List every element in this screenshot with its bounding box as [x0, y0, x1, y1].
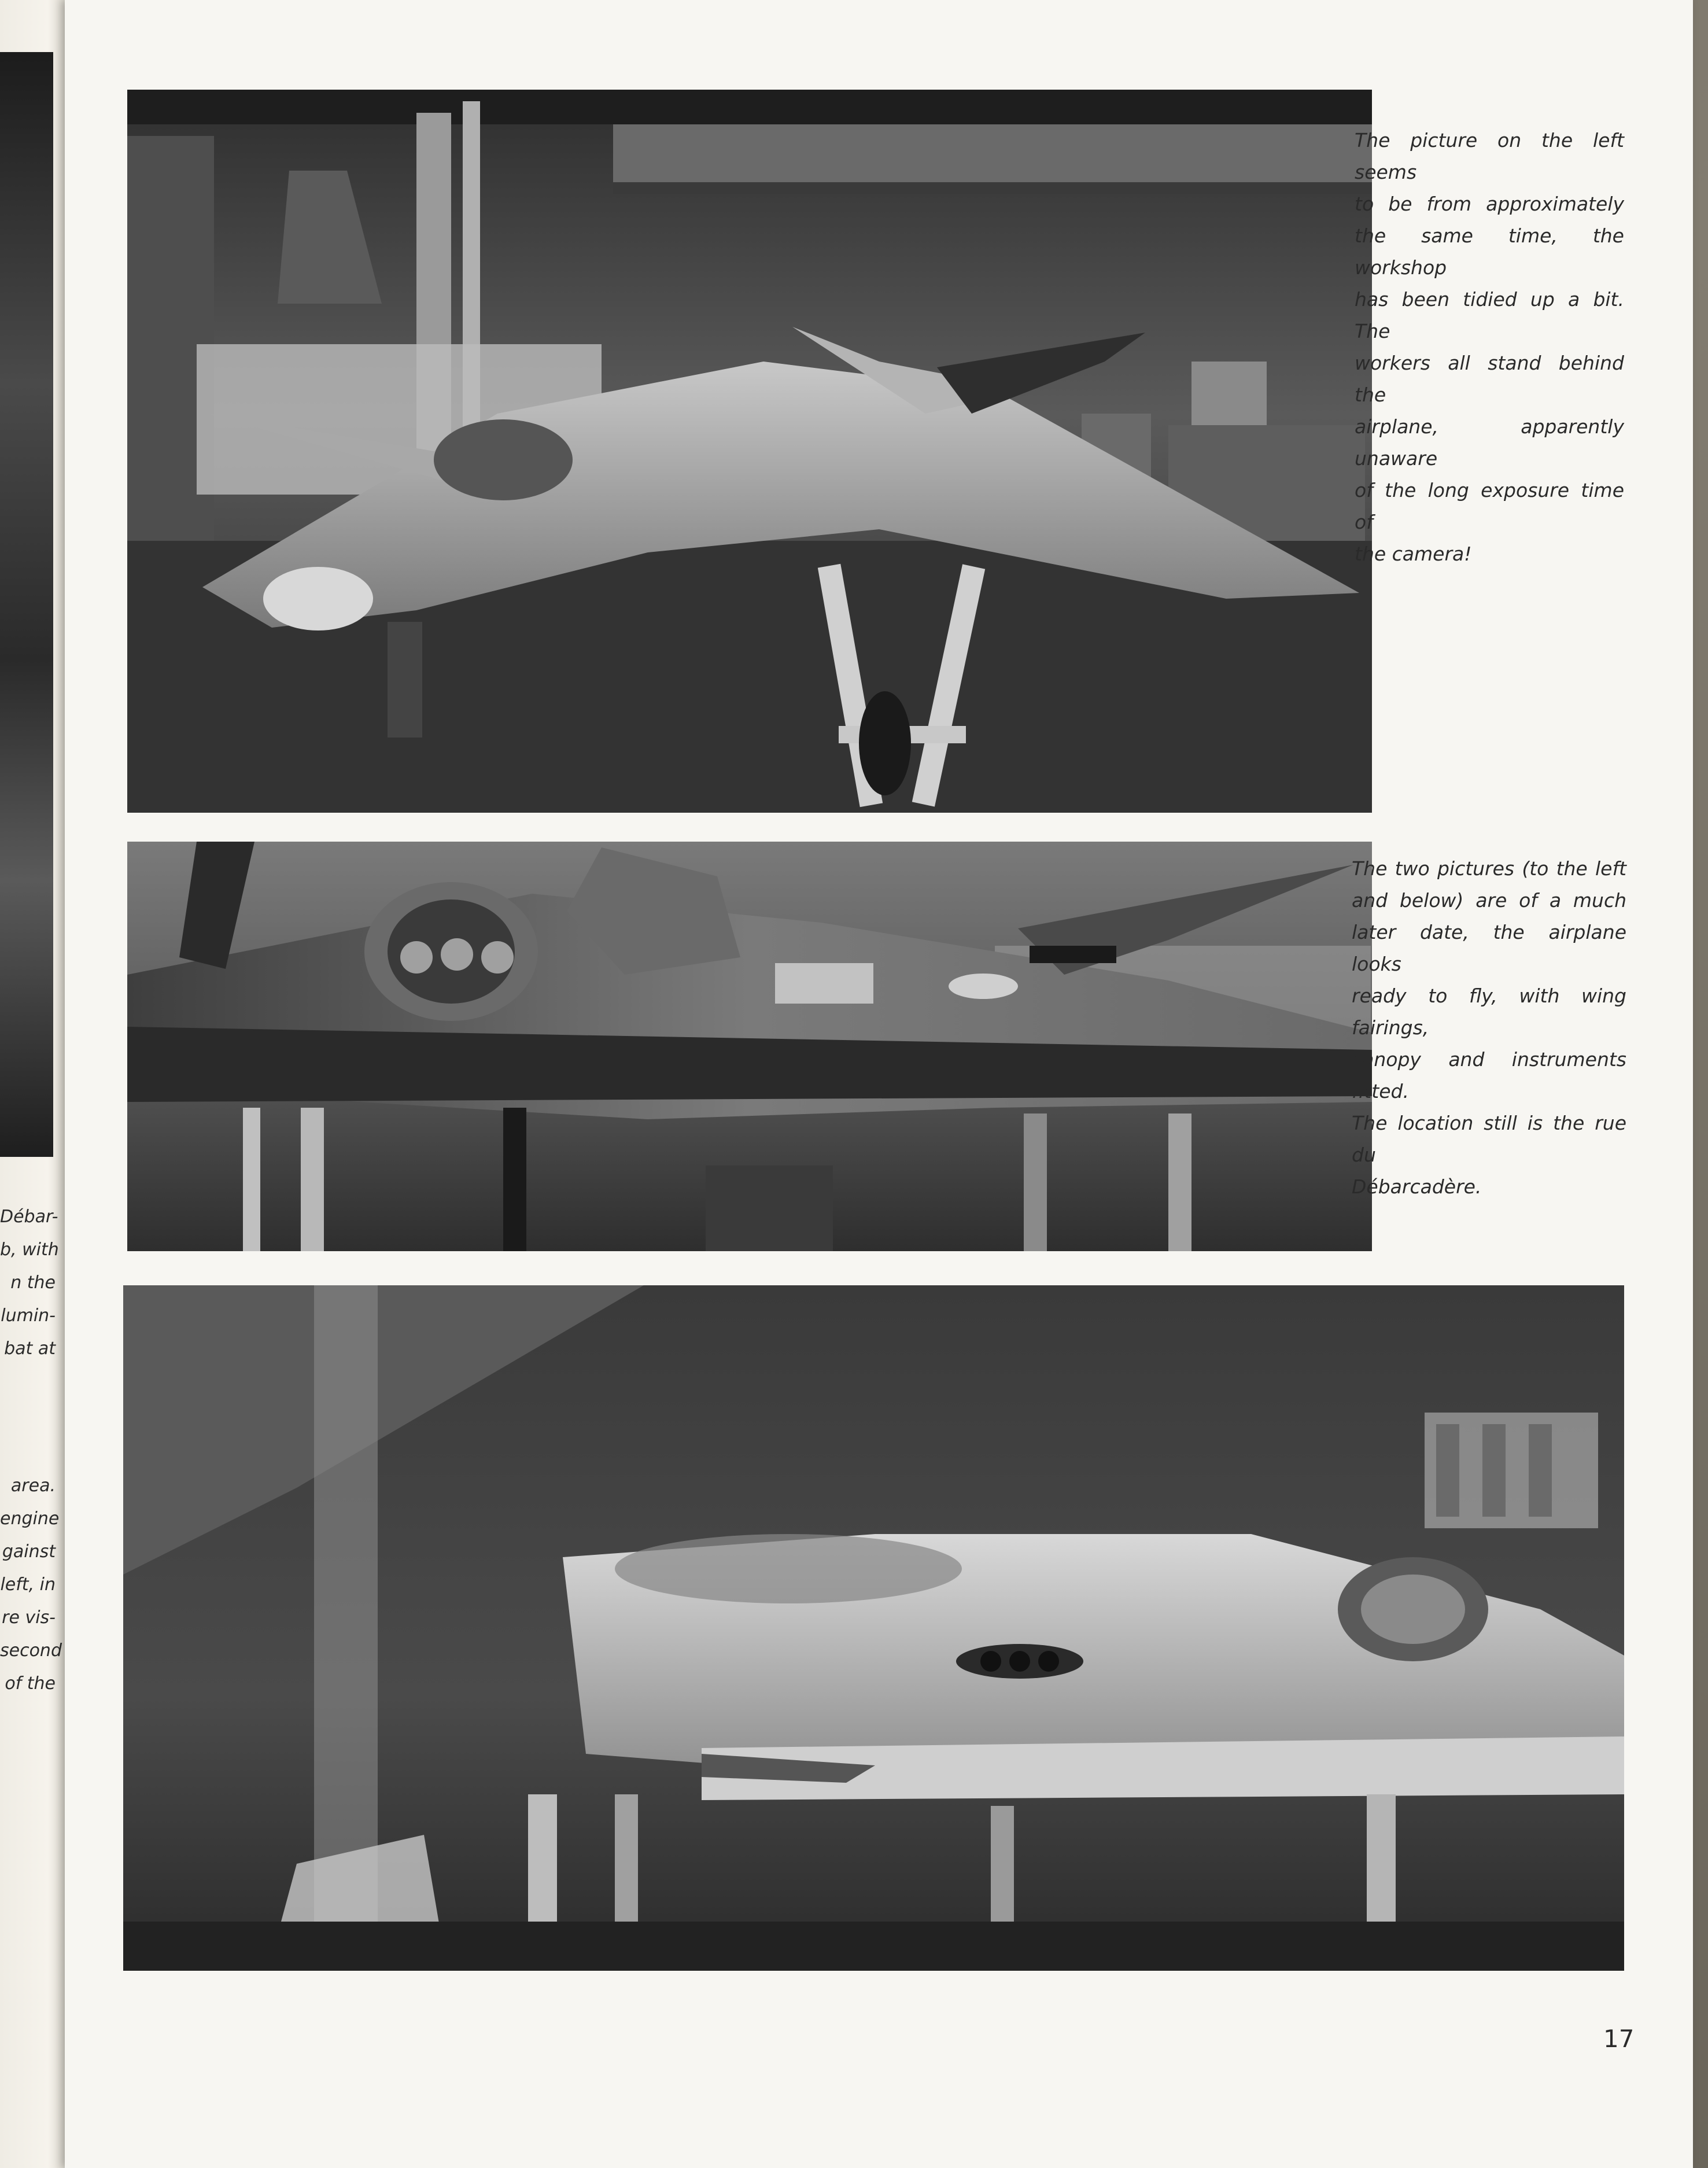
caption-line: airplane, apparently unaware	[1355, 415, 1624, 470]
caption-line: and below) are of a much	[1352, 889, 1626, 912]
photo-workshop-aircraft	[127, 90, 1372, 813]
previous-page-text-upper	[0, 1200, 59, 1365]
text-fragment: of the	[5, 1673, 56, 1694]
text-fragment: left, in	[0, 1575, 56, 1595]
photo-aircraft-later-date	[127, 842, 1372, 1251]
caption-line: ready to fly, with wing fairings,	[1352, 985, 1626, 1039]
caption-first	[1355, 124, 1624, 570]
caption-line: canopy and instruments fitted.	[1352, 1048, 1626, 1103]
text-fragment: lumin-	[1, 1306, 56, 1326]
book-page	[65, 0, 1693, 2168]
caption-line: to be from approximately	[1355, 193, 1624, 215]
photo-aircraft-later-date-image	[127, 842, 1372, 1251]
caption-line: The location still is the rue du	[1352, 1112, 1626, 1166]
caption-line: later date, the airplane looks	[1352, 921, 1626, 975]
photo-aircraft-wing-closeup-image	[123, 1285, 1624, 1971]
text-fragment: bat at	[4, 1339, 56, 1359]
previous-page-photo	[0, 52, 53, 1157]
text-fragment: re vis-	[2, 1607, 56, 1628]
text-fragment: engine	[0, 1509, 60, 1529]
caption-line: of the long exposure time of	[1355, 479, 1624, 533]
photo-workshop-aircraft-image	[127, 90, 1372, 813]
photo-aircraft-wing-closeup	[123, 1285, 1624, 1971]
text-fragment: gainst	[2, 1542, 56, 1562]
previous-page-text-lower	[0, 1469, 62, 1700]
caption-line: Débarcadère.	[1352, 1175, 1482, 1198]
caption-second	[1352, 853, 1626, 1203]
page-number: 17	[1603, 2025, 1635, 2053]
previous-page-edge	[0, 0, 68, 2168]
caption-line: the camera!	[1355, 543, 1472, 565]
caption-line: The picture on the left seems	[1355, 129, 1624, 183]
caption-line: the same time, the workshop	[1355, 224, 1624, 279]
caption-line: workers all stand behind the	[1355, 352, 1624, 406]
text-fragment: b, with	[0, 1240, 59, 1260]
text-fragment: second	[0, 1640, 62, 1661]
caption-line: The two pictures (to the left	[1352, 857, 1626, 880]
text-fragment: Débar-	[0, 1207, 58, 1227]
caption-line: has been tidied up a bit. The	[1355, 288, 1624, 342]
text-fragment: n the	[10, 1273, 56, 1293]
text-fragment: area.	[10, 1476, 56, 1496]
